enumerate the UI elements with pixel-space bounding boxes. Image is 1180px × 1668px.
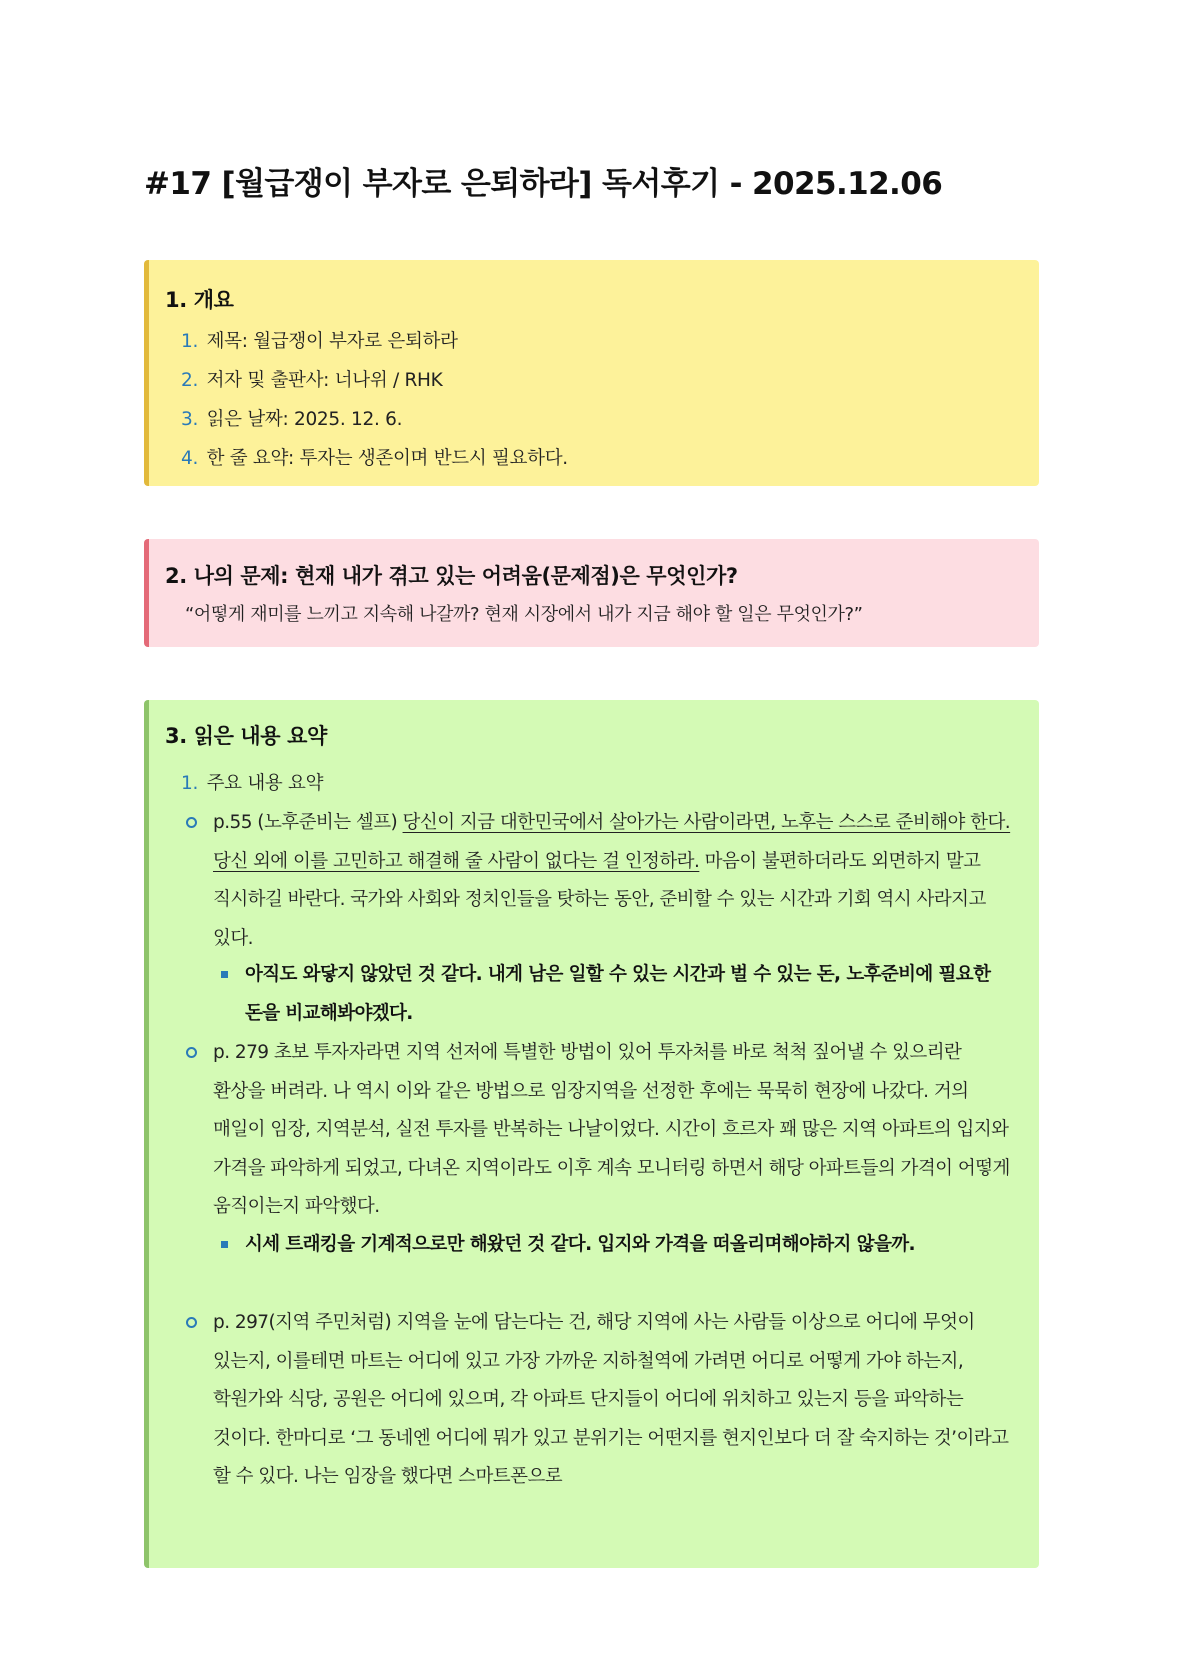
entry-text: p. 297(지역 주민처럼) 지역을 눈에 담는다는 건, 해당 지역에 사는 사람들 이상으로 어디에 무엇이 있는지, 이를테면 마트는 어디에 있고 가장 가까운 지하철역에 가려면 어디로 어떻게 가야 하는지, 학원가와 식당, 공원은 어디에 있으며, 각 아파트 단지들이 어디에 위치하고 있는지 등을 파악하는 것이다. 한마디로 ‘그 동네엔 어디에 뭐가 있고 분위기는 어떤지를 현지인보다 더 잘 숙지하는 것’이라고 할 수 있다. 나는 임장을 했다면 스마트폰으로 [213,1312,1009,1487]
list-item [181,361,568,400]
entry-rest: 마음이 불편하더라도 외면하지 말고 직시하길 바란다. 국가와 사회와 정치인들을 탓하는 동안, 준비할 수 있는 시간과 기회 역시 사라지고 있다. [213,850,986,949]
problem-quote: “어떻게 재미를 느끼고 지속해 나갈까? 현재 시장에서 내가 지금 해야 할 일은 무엇인가?” [185,604,863,625]
list-item [181,439,568,478]
comment-text: 시세 트래킹을 기계적으로만 해왔던 것 같다. 입지와 가격을 떠올리며해야하지 않을까. [245,1234,915,1255]
overview-callout [144,260,1039,486]
list-item-text: 저자 및 출판사: 너나위 / RHK [206,370,443,391]
overview-heading: 1. 개요 [165,288,234,312]
entry-text [213,804,1013,958]
problem-heading: 2. 나의 문제: 현재 내가 겪고 있는 어려움(문제점)은 무엇인가? [165,564,738,588]
circle-bullet-icon [186,1317,197,1328]
list-item [181,400,568,439]
square-bullet-icon [221,971,228,978]
comment-entry [245,1226,1001,1265]
list-number: 1. [181,331,199,352]
quote-entry-p279 [213,1034,1013,1227]
square-bullet-icon [221,1241,228,1248]
summary-heading: 3. 읽은 내용 요약 [165,724,327,748]
list-item [181,322,568,361]
quote-entry-p55 [213,804,1013,958]
overview-list [181,322,568,478]
circle-bullet-icon [186,1047,197,1058]
list-item-text: 주요 내용 요약 [206,773,324,794]
list-item [181,764,323,803]
underlined-text: 당신이 지금 대한민국에서 살아가는 사람이라면, 노후는 스스로 준비해야 한다. 당신 외에 이를 고민하고 해결해 줄 사람이 없다는 걸 인정하라. [213,812,1011,872]
entry-text: p. 279 초보 투자자라면 지역 선저에 특별한 방법이 있어 투자처를 바로 척척 짚어낼 수 있으리란 환상을 버려라. 나 역시 이와 같은 방법으로 임장지역을 선정한 후에는 묵묵히 현장에 나갔다. 거의 매일이 임장, 지역분석, 실전 투자를 반복하는 나날이었다. 시간이 흐르자 꽤 많은 지역 아파트의 입지와 가격을 파악하게 되었고, 다녀온 지역이라도 이후 계속 모니터링 하면서 해당 아파트들의 가격이 어떻게 움직이는지 파악했다. [213,1042,1010,1217]
circle-bullet-icon [186,817,197,828]
comment-entry [245,956,1001,1033]
summary-list [181,764,323,803]
problem-callout [144,539,1039,647]
comment-text: 아직도 와닿지 않았던 것 같다. 내게 남은 일할 수 있는 시간과 벌 수 있는 돈, 노후준비에 필요한 돈을 비교해봐야겠다. [245,964,991,1024]
list-number: 4. [181,448,199,469]
list-number: 1. [181,773,199,794]
list-item-text: 읽은 날짜: 2025. 12. 6. [206,409,403,430]
list-number: 2. [181,370,199,391]
quote-entry-p297 [213,1304,1013,1497]
list-item-text: 제목: 월급쟁이 부자로 은퇴하라 [206,331,458,352]
list-item-text: 한 줄 요약: 투자는 생존이며 반드시 필요하다. [206,448,568,469]
summary-callout [144,700,1039,1568]
entry-prefix: p.55 (노후준비는 셀프) [213,812,403,833]
list-number: 3. [181,409,199,430]
page-title: #17 [월급쟁이 부자로 은퇴하라] 독서후기 - 2025.12.06 [144,166,943,202]
